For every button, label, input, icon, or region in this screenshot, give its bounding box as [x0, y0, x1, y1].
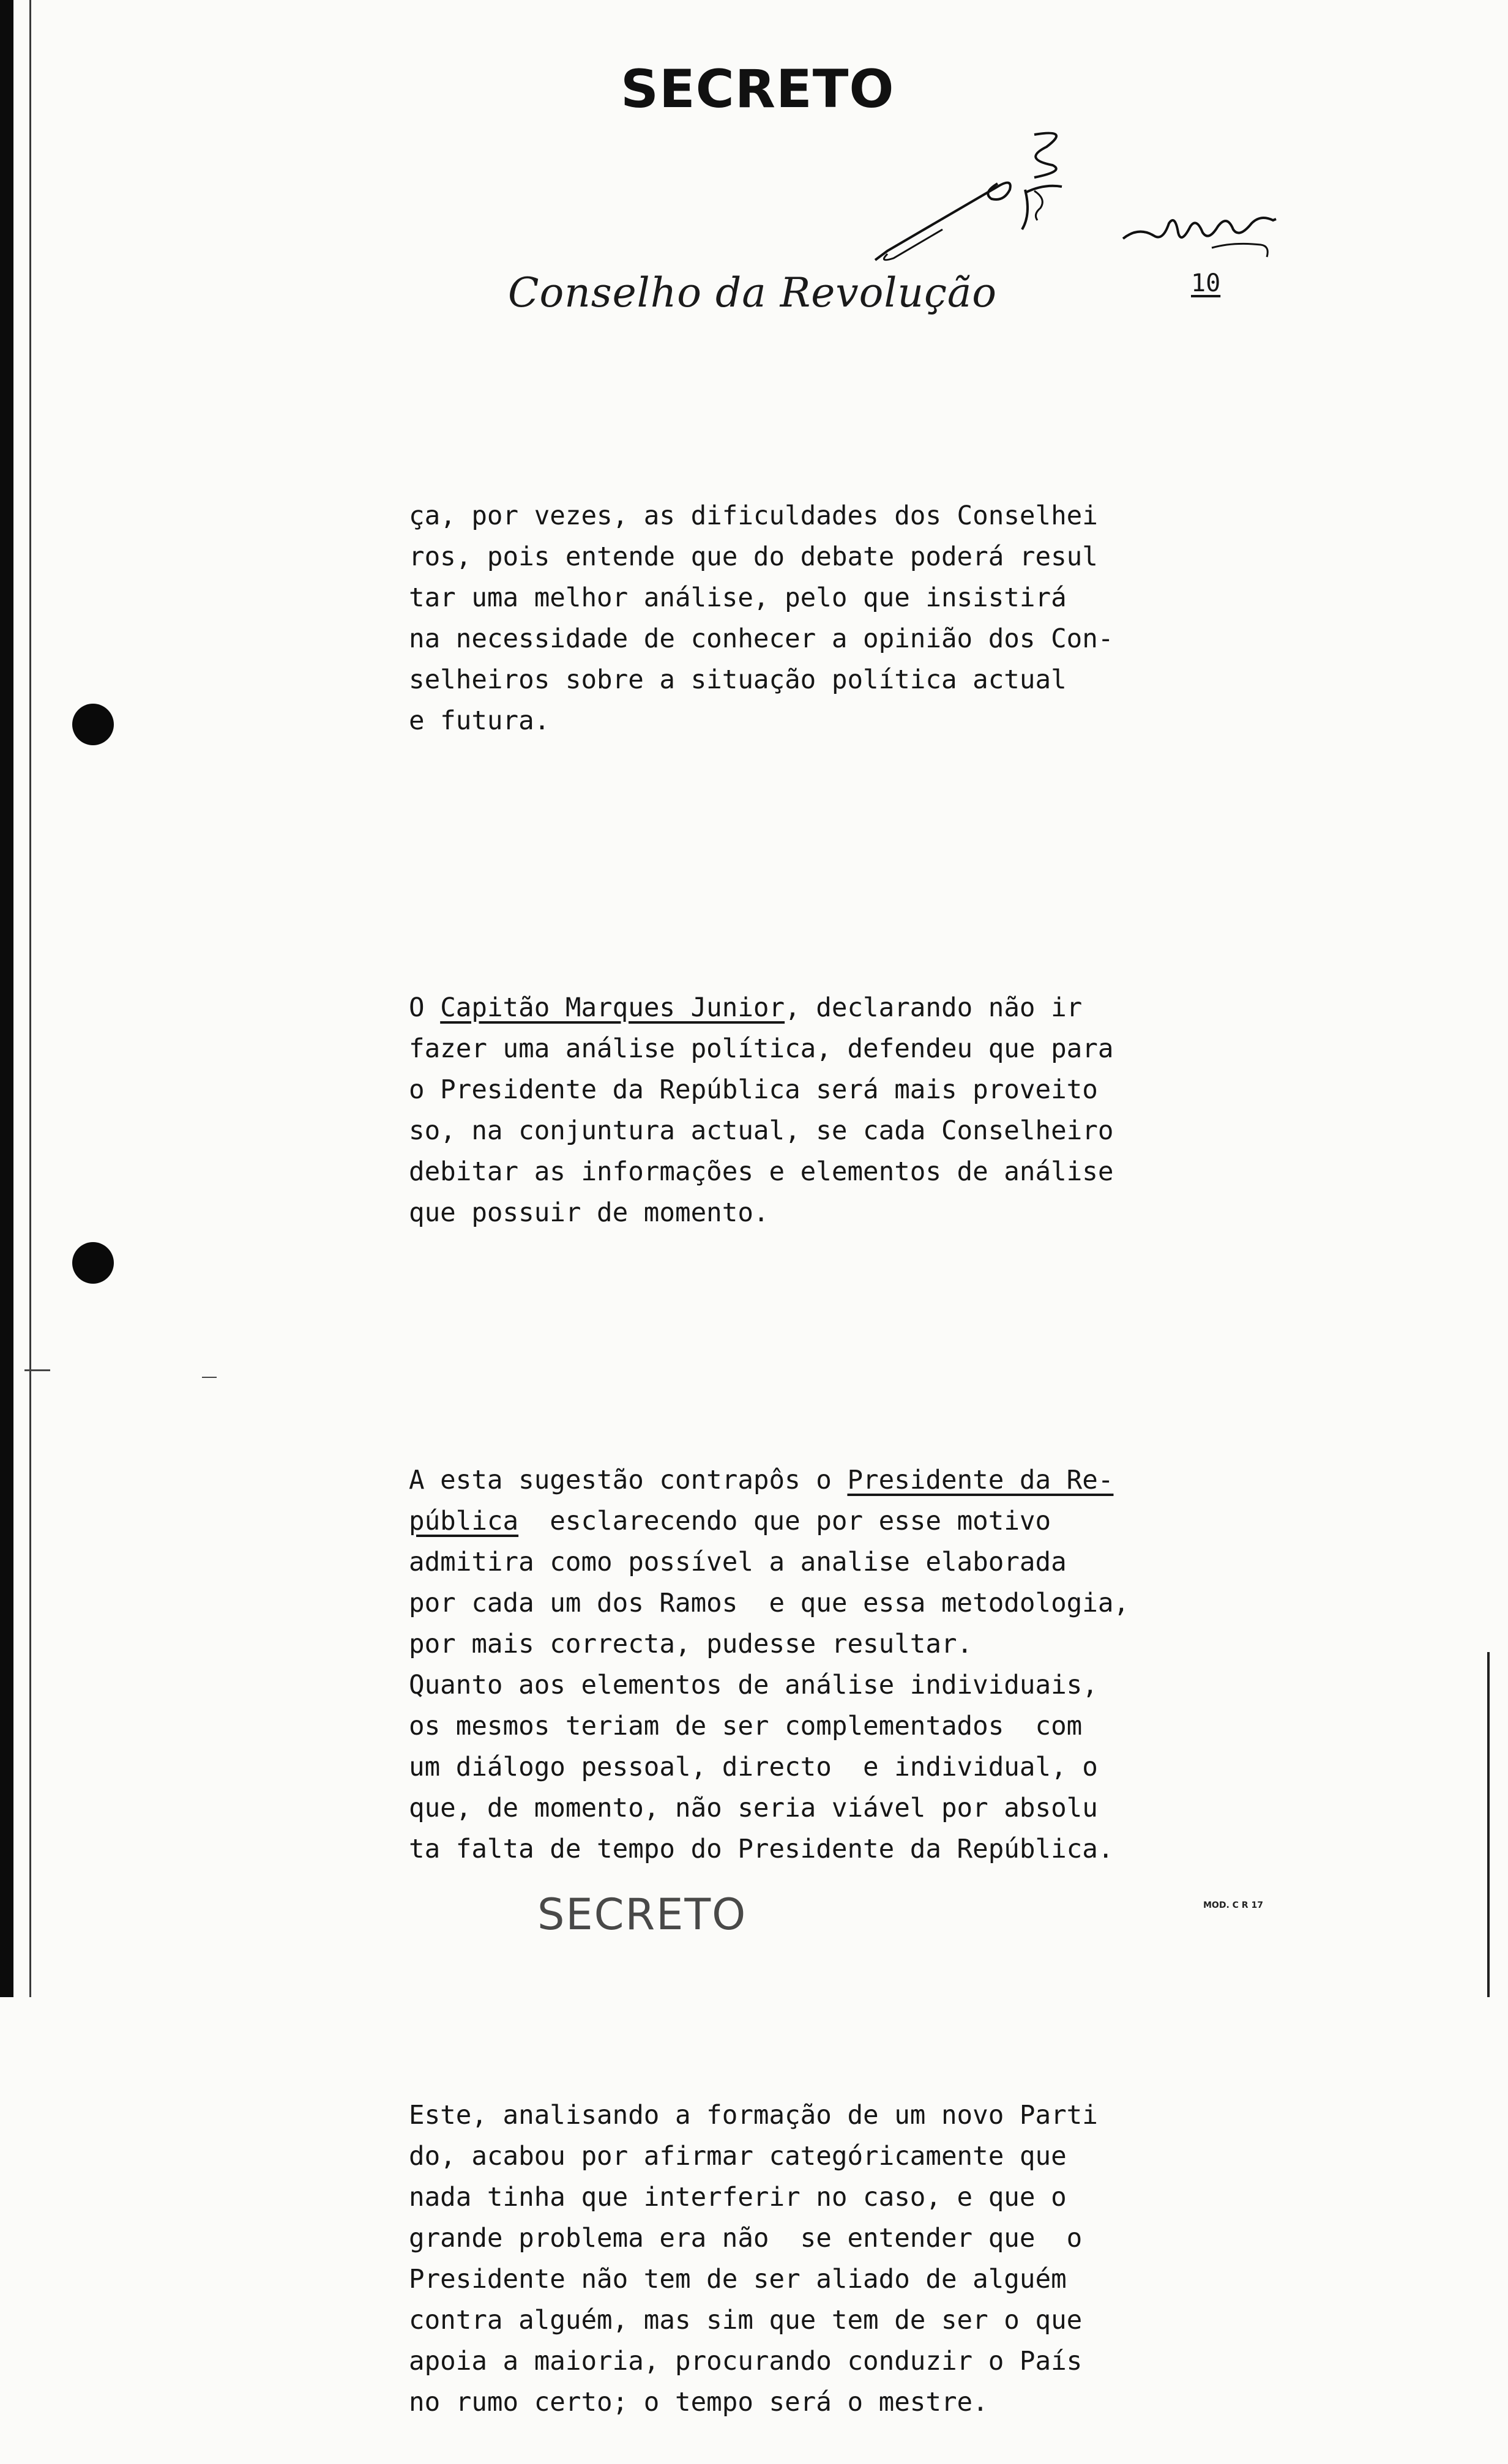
- text-line: na necessidade de conhecer a opinião dos Con-: [409, 624, 1114, 654]
- page-right-edge-line: [1487, 1652, 1490, 1997]
- classification-stamp-top: SECRETO: [621, 59, 895, 120]
- text-line: os mesmos teriam de ser complementados com: [409, 1711, 1083, 1741]
- punch-hole-upper: [72, 704, 114, 745]
- form-code: MOD. C R 17: [1203, 1900, 1263, 1910]
- text-line: ta falta de tempo do Presidente da República.: [409, 1834, 1114, 1864]
- text-line: Presidente não tem de ser aliado de alguém: [409, 2265, 1067, 2295]
- paragraph-4: [409, 2095, 1192, 2423]
- text-line: apoia a maioria, procurando conduzir o País: [409, 2347, 1083, 2377]
- page-margin-line: [29, 0, 31, 1997]
- text-line: ros, pois entende que do debate poderá resul: [409, 542, 1098, 572]
- text-line: nada tinha que interferir no caso, e que o: [409, 2183, 1067, 2213]
- scan-left-edge: [0, 0, 13, 1997]
- page-number: 10: [1191, 269, 1221, 297]
- text-line: O Capitão Marques Junior, declarando não ir: [409, 993, 1083, 1023]
- text-line: que, de momento, não seria viável por absolu: [409, 1793, 1098, 1823]
- text-line: fazer uma análise política, defendeu que para: [409, 1034, 1114, 1064]
- text-line: por mais correcta, pudesse resultar.: [409, 1629, 973, 1659]
- text-line: so, na conjuntura actual, se cada Conselheiro: [409, 1116, 1114, 1146]
- margin-mark: [24, 1369, 50, 1371]
- text-line: pública esclarecendo que por esse motivo: [409, 1506, 1051, 1536]
- text-line: por cada um dos Ramos e que essa metodologia,: [409, 1588, 1130, 1618]
- text-line: debitar as informações e elementos de análise: [409, 1157, 1114, 1187]
- speaker-name: Capitão Marques Junior: [440, 993, 785, 1023]
- speaker-name: Presidente da Re-: [847, 1465, 1114, 1495]
- punch-hole-lower: [72, 1242, 114, 1284]
- margin-mark: [202, 1377, 217, 1378]
- text-line: Este, analisando a formação de um novo Parti: [409, 2101, 1098, 2131]
- signature-left: [869, 122, 1089, 269]
- text-line: A esta sugestão contrapôs o Presidente da Re-: [409, 1465, 1114, 1495]
- text-line: selheiros sobre a situação política actual: [409, 665, 1067, 695]
- text-line: tar uma melhor análise, pelo que insistirá: [409, 583, 1067, 613]
- classification-stamp-bottom: SECRETO: [537, 1889, 747, 1940]
- paragraph-1: [409, 496, 1192, 742]
- text-line: Quanto aos elementos de análise individuais,: [409, 1670, 1098, 1700]
- document-body: [409, 414, 1192, 2464]
- text-line: do, acabou por afirmar categóricamente que: [409, 2142, 1067, 2172]
- text-line: e futura.: [409, 706, 550, 736]
- text-line: o Presidente da República será mais proveito: [409, 1075, 1098, 1105]
- speaker-name: pública: [409, 1506, 519, 1536]
- text-line: contra alguém, mas sim que tem de ser o que: [409, 2306, 1083, 2336]
- text-line: um diálogo pessoal, directo e individual, o: [409, 1752, 1098, 1782]
- paragraph-3: [409, 1460, 1192, 1870]
- text-line: no rumo certo; o tempo será o mestre.: [409, 2388, 988, 2417]
- institution-letterhead: Conselho da Revolução: [508, 269, 998, 316]
- signature-right: [1120, 202, 1285, 269]
- paragraph-2: [409, 988, 1192, 1234]
- text-line: grande problema era não se entender que o: [409, 2224, 1083, 2254]
- text-line: que possuir de momento.: [409, 1198, 769, 1228]
- text-line: ça, por vezes, as dificuldades dos Conselhei: [409, 501, 1098, 531]
- text-line: admitira como possível a analise elaborada: [409, 1547, 1067, 1577]
